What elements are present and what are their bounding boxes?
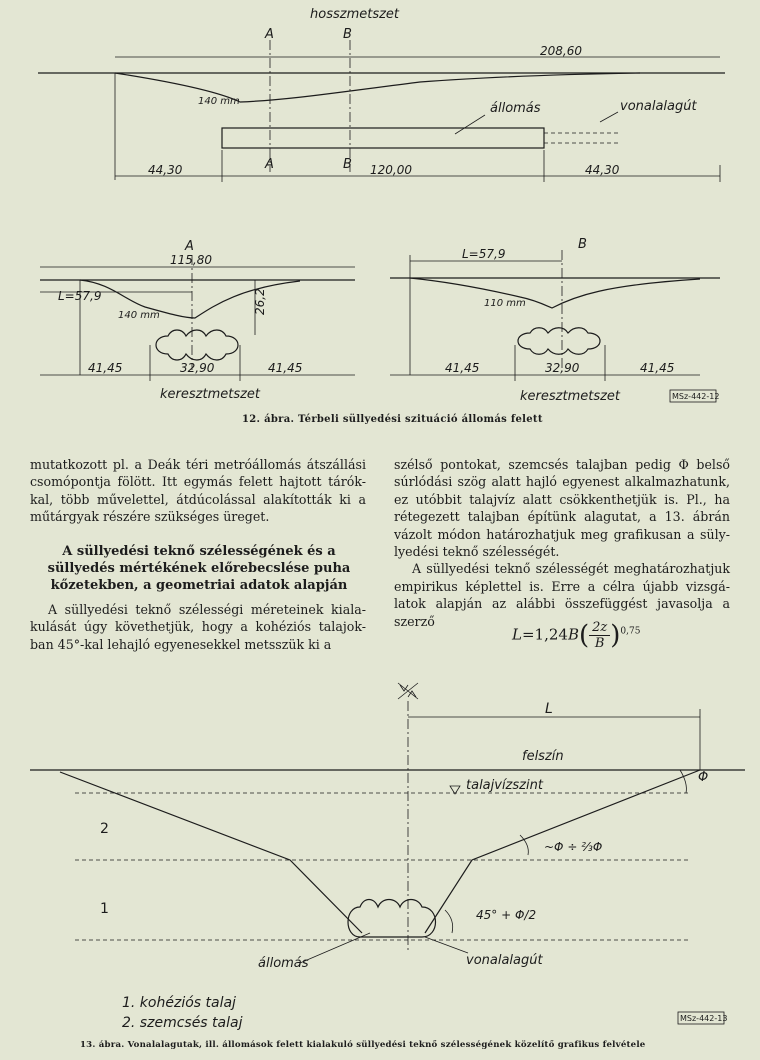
fig12-xb-settle: 110 mm bbox=[484, 298, 526, 309]
fig13-groundwater: talajvízszint bbox=[466, 778, 543, 793]
legend-item-1: 1. kohéziós talaj bbox=[122, 995, 236, 1011]
settlement-curve-xa bbox=[80, 280, 300, 318]
fig13-legend bbox=[122, 993, 242, 1033]
formula-num: 2z bbox=[589, 620, 610, 636]
fig13-angle-45: 45° + Φ/2 bbox=[476, 908, 537, 922]
fig12-xb-dim-left: 41,45 bbox=[445, 361, 480, 375]
fig12-xb-dim-mid: 32,90 bbox=[545, 361, 580, 375]
left-para-1: mutatkozott pl. a Deák téri metróállomás átszállási csomópontja fölött. Itt egymás felett hajtott tárók-kal, több művelettel, átdúcolással alakították ki a műtárgyak részére szükséges üreget. bbox=[30, 457, 366, 525]
fig13-code: MSz-442-13 bbox=[680, 1014, 728, 1023]
figure-13 bbox=[0, 675, 760, 1035]
fig13-label-l: L bbox=[545, 701, 553, 717]
fig12-xb-l: L=57,9 bbox=[462, 247, 506, 261]
fig13-layer1: 1 bbox=[100, 901, 109, 917]
centreline-symbol bbox=[398, 683, 418, 699]
fig13-angle-phi: Φ bbox=[698, 770, 709, 785]
fig12-dim-right: 44,30 bbox=[585, 163, 620, 177]
fig12-xa-l: L=57,9 bbox=[58, 289, 102, 303]
fig12-xa-label: A bbox=[185, 239, 194, 254]
section-heading: A süllyedési teknő szélességének és a süllyedés mértékének előrebecslése puha kőzetekben, a geometriai adatok alapján bbox=[47, 544, 351, 593]
left-column-2 bbox=[30, 601, 366, 653]
fig12-label-a-top: A bbox=[265, 27, 274, 42]
fig12-xa-dim-left: 41,45 bbox=[88, 361, 123, 375]
fig13-angle-mid: ~Φ ÷ ⅔Φ bbox=[544, 840, 603, 854]
fig12-station: állomás bbox=[490, 101, 541, 116]
fig12-label-b-bot: B bbox=[343, 157, 352, 172]
fig12-dim-mid: 120,00 bbox=[370, 163, 412, 177]
figure-12 bbox=[0, 0, 760, 425]
fig12-xa-dim-right: 41,45 bbox=[268, 361, 303, 375]
formula-den: B bbox=[594, 636, 605, 651]
fig12-label-b-top: B bbox=[343, 27, 352, 42]
fig13-station: állomás bbox=[258, 956, 309, 971]
legend-item-2: 2. szemcsés talaj bbox=[122, 1015, 243, 1031]
settlement-curve-xb bbox=[410, 278, 700, 308]
formula-fraction bbox=[589, 620, 610, 651]
fig12-xa-depth: 26,2 bbox=[253, 288, 267, 315]
fig12-settlement: 140 mm bbox=[198, 96, 240, 107]
fig12-code: MSz-442-12 bbox=[672, 392, 720, 401]
formula-exp: 0,75 bbox=[620, 626, 641, 637]
formula-b: B bbox=[567, 625, 579, 644]
fig12-dim-left: 44,30 bbox=[148, 163, 183, 177]
fig13-layer2: 2 bbox=[100, 821, 109, 837]
right-para-1: szélső pontokat, szemcsés talajban pedig Φ belső súrlódási szög alatt hajló egyenest alkalmazhatunk, ez utóbbit talajvíz alatt csökkenthetjük is. Pl., ha rétegezett talajban építünk alagutat, a 13. ábrán vázolt módon határozhatjuk meg grafikusan a süly-lyedési teknő szélességét. bbox=[394, 457, 730, 560]
fig12-xb-label: B bbox=[578, 237, 587, 252]
fig12-xa-settle: 140 mm bbox=[118, 310, 160, 321]
fig12-xa-cross-label: keresztmetszet bbox=[160, 387, 261, 402]
formula-lhs: L bbox=[512, 625, 522, 644]
right-column bbox=[394, 456, 730, 630]
fig12-title-long: hosszmetszet bbox=[310, 7, 400, 22]
fig12-xa-dim-mid: 32,90 bbox=[180, 361, 215, 375]
formula-coef: =1,24 bbox=[521, 625, 568, 644]
fig12-xa-width: 115,80 bbox=[170, 253, 212, 267]
station-cross-a bbox=[156, 330, 238, 360]
right-para-2: A süllyedési teknő szélességét meghatározhatjuk empirikus képlettel is. Erre a célra újabb vizsgá-latok alapján az alábbi összefüggést javasolja a szerző bbox=[394, 561, 730, 629]
fig12-tunnel: vonalalagút bbox=[620, 99, 697, 114]
fig12-dim-total: 208,60 bbox=[540, 44, 582, 58]
fig12-xb-dim-right: 41,45 bbox=[640, 361, 675, 375]
fig12-caption: 12. ábra. Térbeli süllyedési szituáció állomás felett bbox=[242, 414, 543, 425]
station-cross-b bbox=[518, 328, 600, 355]
left-column bbox=[30, 456, 366, 526]
settlement-curve-long bbox=[115, 73, 640, 102]
fig13-caption: 13. ábra. Vonalalagutak, ill. állomások felett kialakuló süllyedési teknő szélességének közelítő grafikus felvétele bbox=[80, 1040, 646, 1050]
fig12-label-a-bot: A bbox=[265, 157, 274, 172]
formula: L=1,24B( $\frac{2z}{B}$ )$^{0,75}$ bbox=[512, 620, 641, 651]
fig13-surface: felszín bbox=[522, 749, 564, 764]
left-para-2: A süllyedési teknő szélességi méreteinek kiala-kulását úgy követhetjük, hogy a kohéziós talajok-ban 45°-kal lehajló egyenesekkel metsszük ki a bbox=[30, 602, 366, 652]
fig13-tunnel: vonalalagút bbox=[466, 953, 543, 968]
fig12-xb-cross-label: keresztmetszet bbox=[520, 389, 621, 404]
